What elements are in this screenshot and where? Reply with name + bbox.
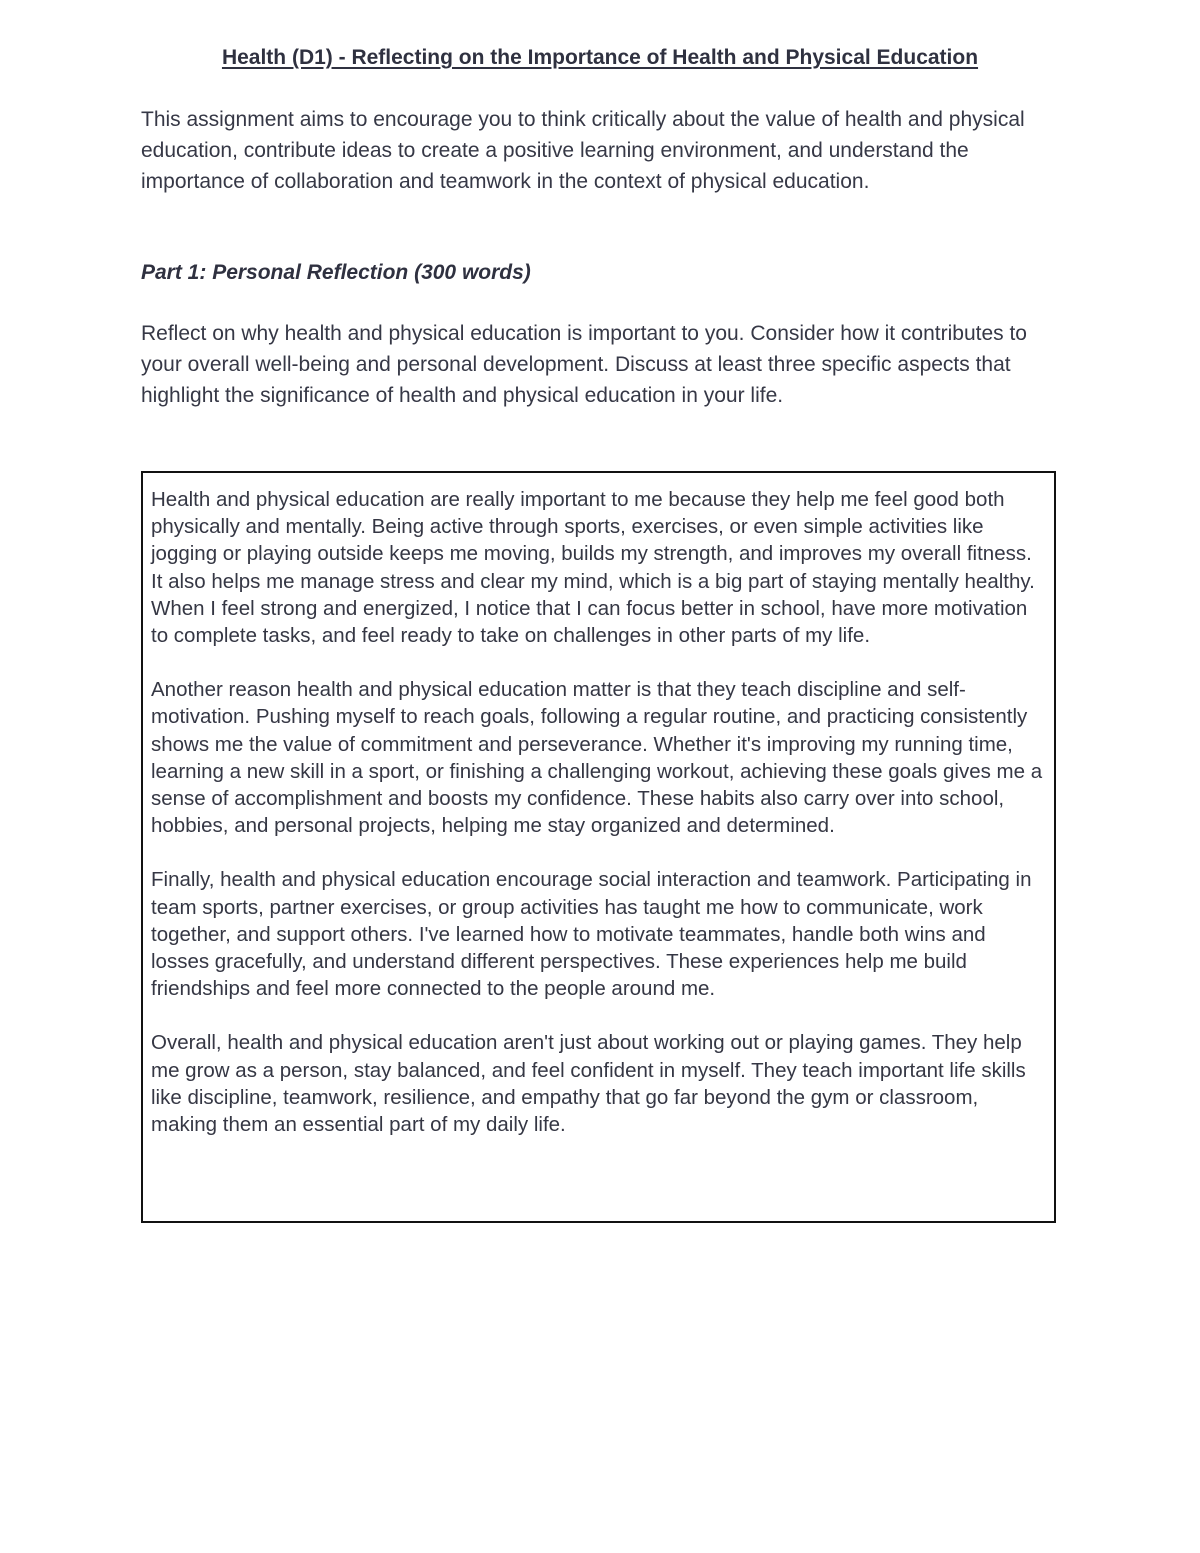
answer-paragraph-4: Overall, health and physical education aren't just about working out or playing games. They help me grow as a person, stay balanced, and feel confident in myself. They teach important life skills like discipline, teamwork, resilience, and empathy that go far beyond the gym or classroom, making them an essential part of my daily life. [151, 1031, 1026, 1137]
answer-box[interactable] [141, 471, 1056, 1223]
answer-paragraph-2: Another reason health and physical education matter is that they teach discipline and self-motivation. Pushing myself to reach goals, following a regular routine, and practicing consistently shows me the value of commitment and perseverance. Whether it's improving my running time, learning a new skill in a sport, or finishing a challenging workout, achieving these goals gives me a sense of accomplishment and boosts my confidence. These habits also carry over into school, hobbies, and personal projects, helping me stay organized and determined. [151, 678, 1043, 838]
answer-text [151, 486, 1046, 1165]
answer-paragraph-1: Health and physical education are really important to me because they help me feel good both physically and mentally. Being active through sports, exercises, or even simple activities like jogging or playing outside keeps me moving, builds my strength, and improves my overall fitness. It also helps me manage stress and clear my mind, which is a big part of staying mentally healthy. When I feel strong and energized, I notice that I can focus better in school, have more motivation to complete tasks, and feel ready to take on challenges in other parts of my life. [151, 488, 1035, 648]
document-title: Health (D1) - Reflecting on the Importance of Health and Physical Education [221, 46, 979, 69]
answer-paragraph-3: Finally, health and physical education encourage social interaction and teamwork. Participating in team sports, partner exercises, or group activities has taught me how to communicate, work together, and support others. I've learned how to motivate teammates, handle both wins and losses gracefully, and understand different perspectives. These experiences help me build friendships and feel more connected to the people around me. [151, 868, 1032, 1001]
assignment-intro: This assignment aims to encourage you to think critically about the value of health and physical education, contribute ideas to create a positive learning environment, and understand the importance of collaboration and teamwork in the context of physical education. [141, 108, 1025, 193]
part-1-heading: Part 1: Personal Reflection (300 words) [141, 261, 531, 284]
part-1-prompt: Reflect on why health and physical education is important to you. Consider how it contributes to your overall well-being and personal development. Discuss at least three specific aspects that highlight the significance of health and physical education in your life. [141, 322, 1027, 407]
